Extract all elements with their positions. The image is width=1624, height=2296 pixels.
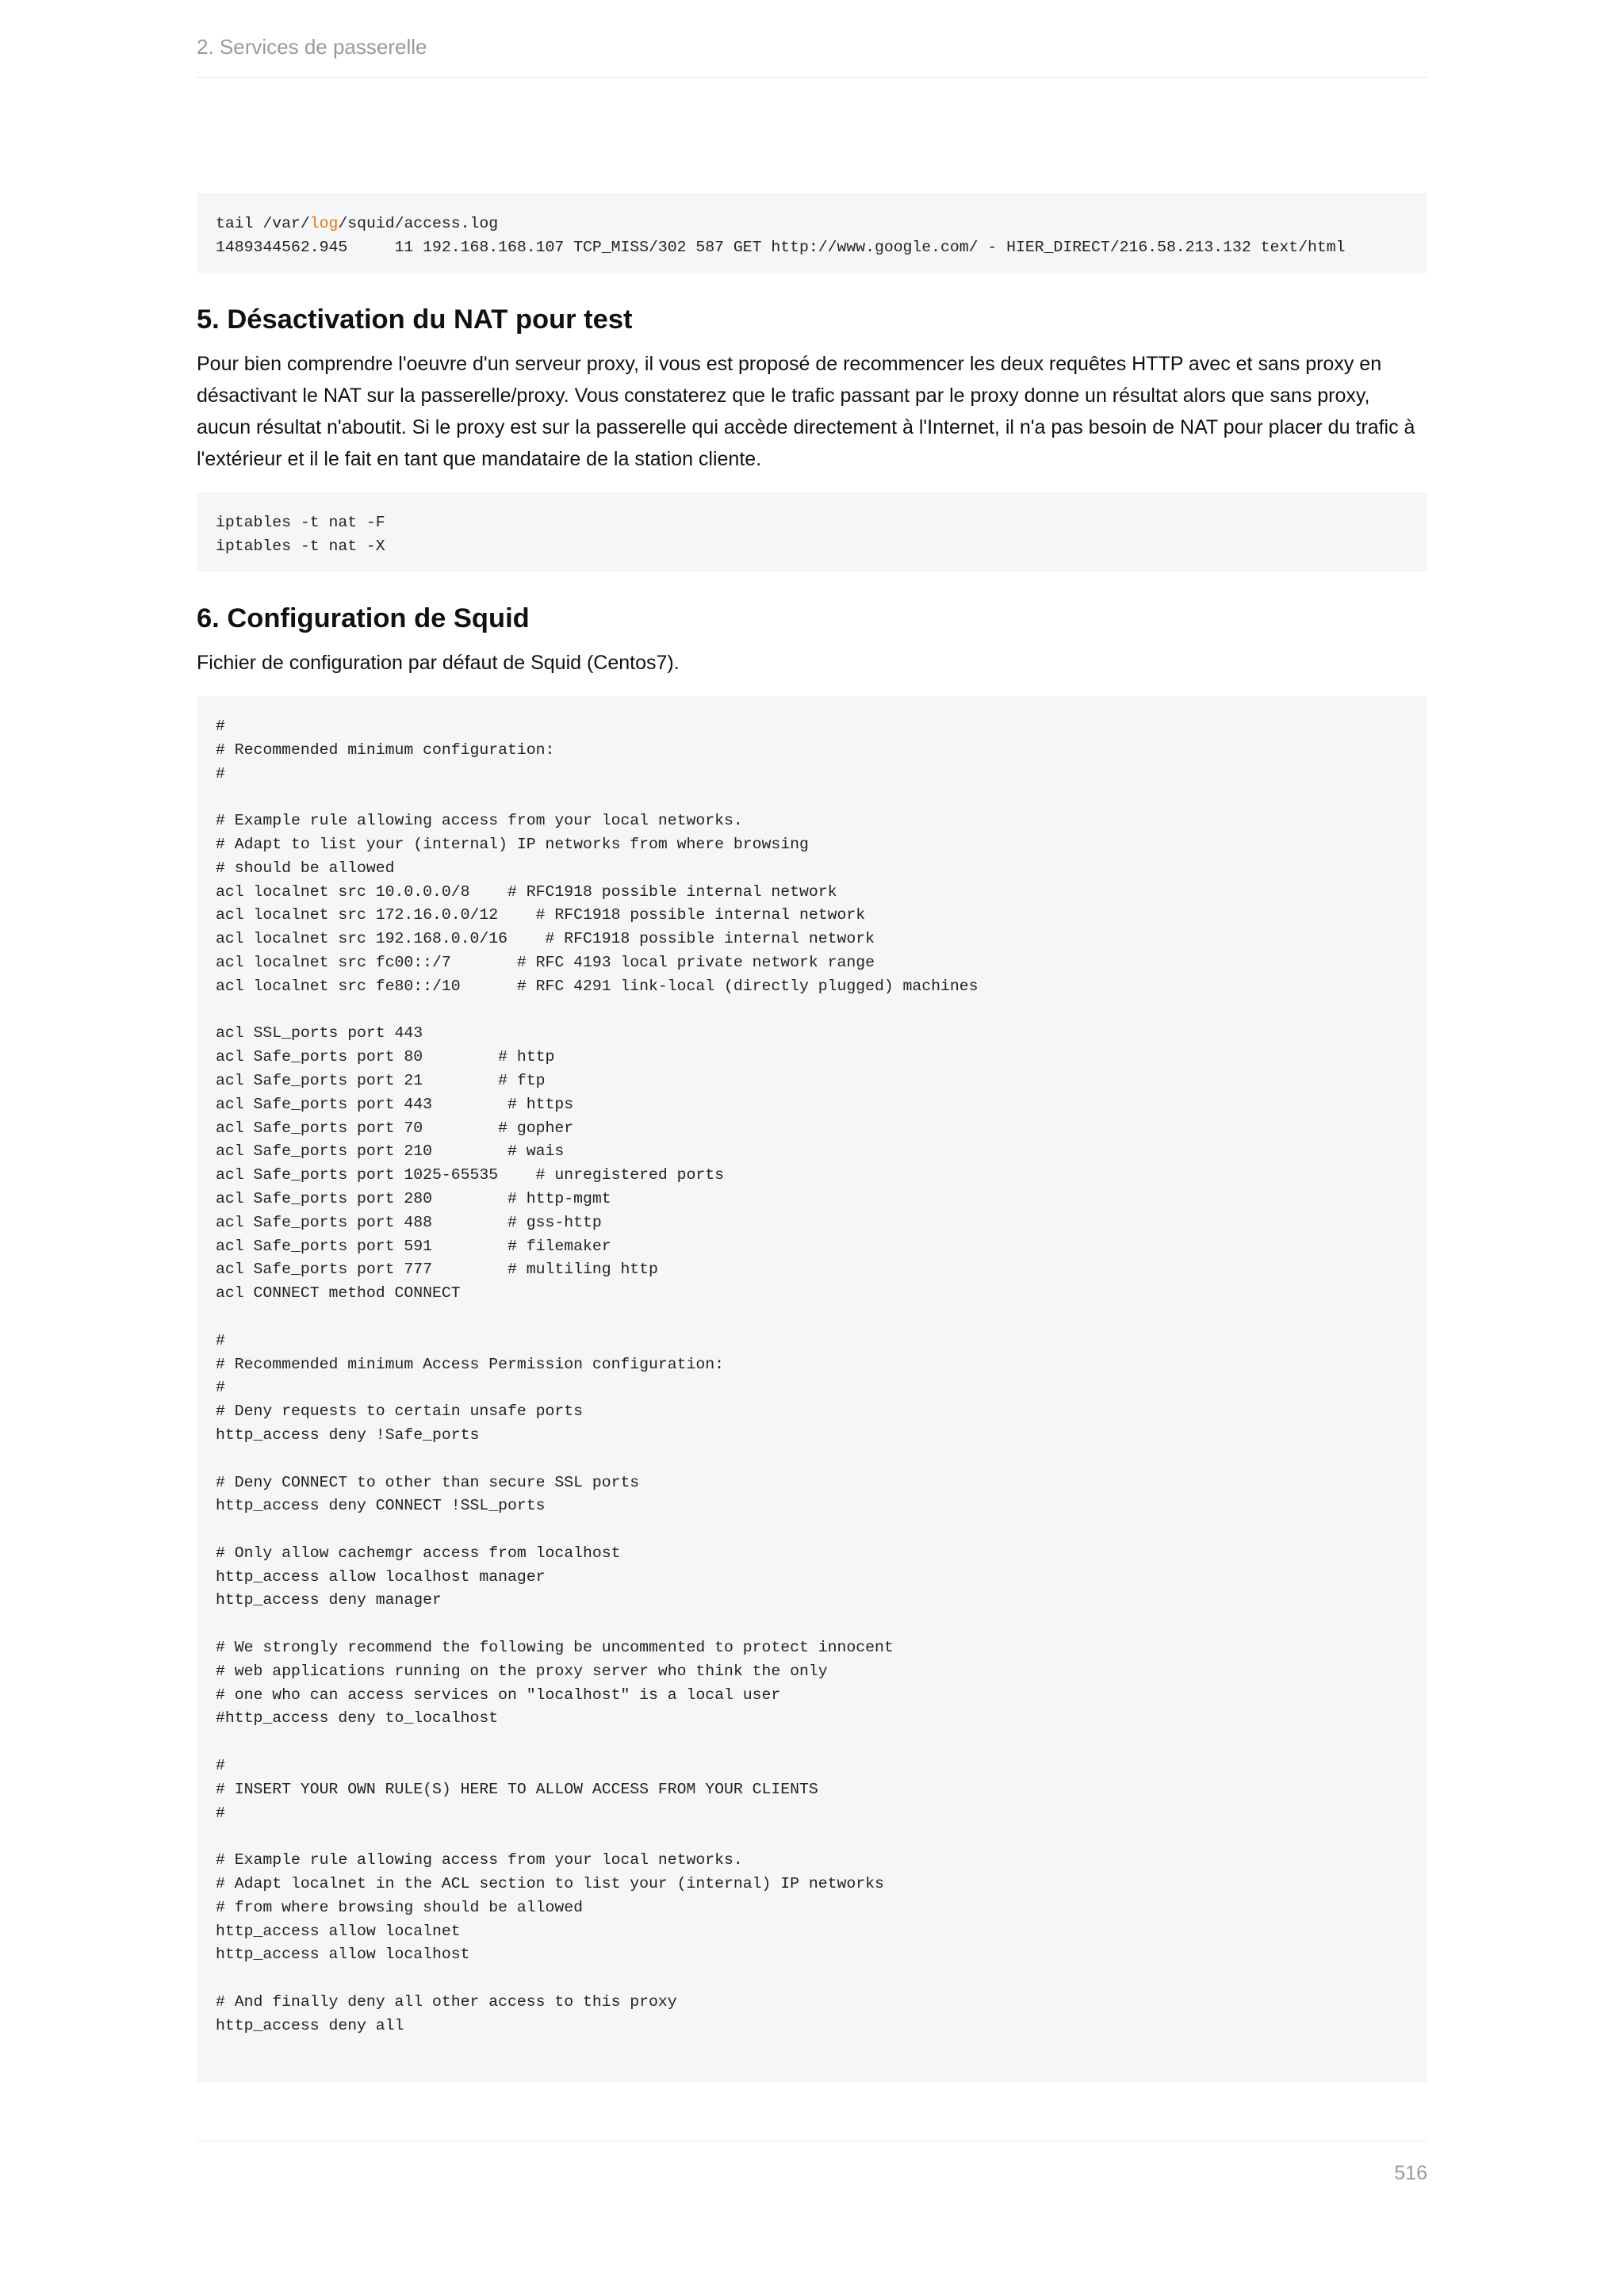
section-paragraph-nat: Pour bien comprendre l'oeuvre d'un serveur proxy, il vous est proposé de recommencer les deux requêtes HTTP avec et sans proxy en désactivant le NAT sur la passerelle/proxy. Vous constaterez que le trafic passant par le proxy donne un résultat alors que sans proxy, aucun résultat n'aboutit. Si le proxy est sur la passerelle qui accède directement à l'Internet, il n'a pas besoin de NAT pour placer du trafic à l'extérieur et il le fait en tant que mandataire de la station cliente. — [197, 353, 1415, 470]
code-line: # INSERT YOUR OWN RULE(S) HERE TO ALLOW ACCESS FROM YOUR CLIENTS — [216, 1780, 818, 1798]
code-line: # — [216, 718, 225, 735]
code-line: # Example rule allowing access from your local networks. — [216, 1851, 743, 1869]
code-line: # Example rule allowing access from your local networks. — [216, 812, 743, 830]
code-text: /squid/access.log — [338, 215, 499, 232]
code-line — [216, 999, 1408, 1023]
code-line: # — [216, 1379, 225, 1397]
code-line: iptables -t nat -X — [216, 537, 385, 555]
code-line — [216, 1613, 1408, 1636]
code-line: 1489344562.945 11 192.168.168.107 TCP_MISS/302 587 GET http://www.google.com/ - HIER_DIRECT/216.58.213.132 text/html — [216, 238, 1346, 256]
code-line: http_access deny all — [216, 2016, 404, 2034]
code-line: # — [216, 764, 225, 783]
code-line: acl Safe_ports port 591 # filemaker — [216, 1237, 611, 1255]
code-line: # We strongly recommend the following be uncommented to protect innocent — [216, 1639, 894, 1657]
section-heading-squid: 6. Configuration de Squid — [197, 603, 530, 633]
code-line: http_access deny manager — [216, 1591, 442, 1609]
code-line: # Deny requests to certain unsafe ports — [216, 1402, 583, 1421]
code-line: # Recommended minimum configuration: — [216, 740, 555, 759]
code-line: acl Safe_ports port 777 # multiling http — [216, 1261, 658, 1279]
code-line: http_access allow localhost — [216, 1946, 470, 1964]
code-line: # Only allow cachemgr access from localhost — [216, 1544, 621, 1562]
code-line: acl Safe_ports port 488 # gss-http — [216, 1213, 602, 1231]
code-line: acl CONNECT method CONNECT — [216, 1284, 461, 1303]
code-line: # — [216, 1331, 225, 1349]
code-line: acl localnet src 172.16.0.0/12 # RFC1918 possible internal network — [216, 906, 866, 924]
code-line: acl Safe_ports port 80 # http — [216, 1048, 555, 1066]
code-line: # from where browsing should be allowed — [216, 1898, 583, 1916]
code-line — [216, 1731, 1408, 1755]
code-line: # Adapt localnet in the ACL section to list your (internal) IP networks — [216, 1875, 884, 1893]
code-line — [216, 1518, 1408, 1542]
code-line: acl localnet src fc00::/7 # RFC 4193 local private network range — [216, 953, 875, 971]
code-line: acl Safe_ports port 21 # ftp — [216, 1071, 546, 1089]
section-title: 2. Services de passerelle — [197, 35, 427, 59]
code-line: http_access allow localhost manager — [216, 1567, 546, 1586]
code-text: tail /var/ — [216, 215, 310, 232]
code-line: # should be allowed — [216, 859, 395, 877]
page-content — [197, 193, 1427, 2082]
code-line: acl Safe_ports port 443 # https — [216, 1095, 574, 1113]
code-block-squid-config — [197, 696, 1427, 2082]
code-block-iptables — [197, 492, 1427, 572]
code-line: # one who can access services on "localhost" is a local user — [216, 1686, 781, 1704]
code-line — [216, 1967, 1408, 1991]
code-line: acl localnet src fe80::/10 # RFC 4291 link-local (directly plugged) machines — [216, 977, 979, 995]
code-line: # And finally deny all other access to this proxy — [216, 1993, 677, 2011]
code-line: acl Safe_ports port 1025-65535 # unregistered ports — [216, 1166, 725, 1184]
page-number: 516 — [1394, 2162, 1427, 2184]
code-line: # — [216, 1804, 225, 1822]
code-line: # Deny CONNECT to other than secure SSL ports — [216, 1473, 640, 1491]
code-line: acl localnet src 10.0.0.0/8 # RFC1918 possible internal network — [216, 882, 837, 901]
code-line — [216, 1448, 1408, 1471]
code-line: http_access allow localnet — [216, 1922, 461, 1940]
code-line: acl Safe_ports port 280 # http-mgmt — [216, 1189, 611, 1207]
code-line — [216, 1825, 1408, 1849]
code-keyword: log — [309, 215, 339, 232]
running-header — [197, 35, 1427, 78]
code-line: iptables -t nat -F — [216, 514, 385, 531]
code-line: # web applications running on the proxy server who think the only — [216, 1662, 828, 1680]
code-line: http_access deny !Safe_ports — [216, 1425, 480, 1444]
code-line: http_access deny CONNECT !SSL_ports — [216, 1497, 546, 1515]
code-line: acl localnet src 192.168.0.0/16 # RFC1918 possible internal network — [216, 930, 875, 948]
code-line: # — [216, 1757, 225, 1775]
code-line: #http_access deny to_localhost — [216, 1709, 499, 1728]
code-block-access-log — [197, 193, 1427, 273]
code-line — [216, 212, 1408, 236]
code-line: acl SSL_ports port 443 — [216, 1024, 423, 1043]
code-line: acl Safe_ports port 70 # gopher — [216, 1119, 574, 1137]
code-line: # Recommended minimum Access Permission configuration: — [216, 1355, 725, 1373]
section-heading-nat: 5. Désactivation du NAT pour test — [197, 304, 633, 335]
code-line: acl Safe_ports port 210 # wais — [216, 1142, 565, 1161]
code-line: # Adapt to list your (internal) IP networks from where browsing — [216, 835, 809, 853]
code-line — [216, 786, 1408, 809]
code-line — [216, 1306, 1408, 1330]
section-paragraph-squid: Fichier de configuration par défaut de Squid (Centos7). — [197, 652, 680, 674]
